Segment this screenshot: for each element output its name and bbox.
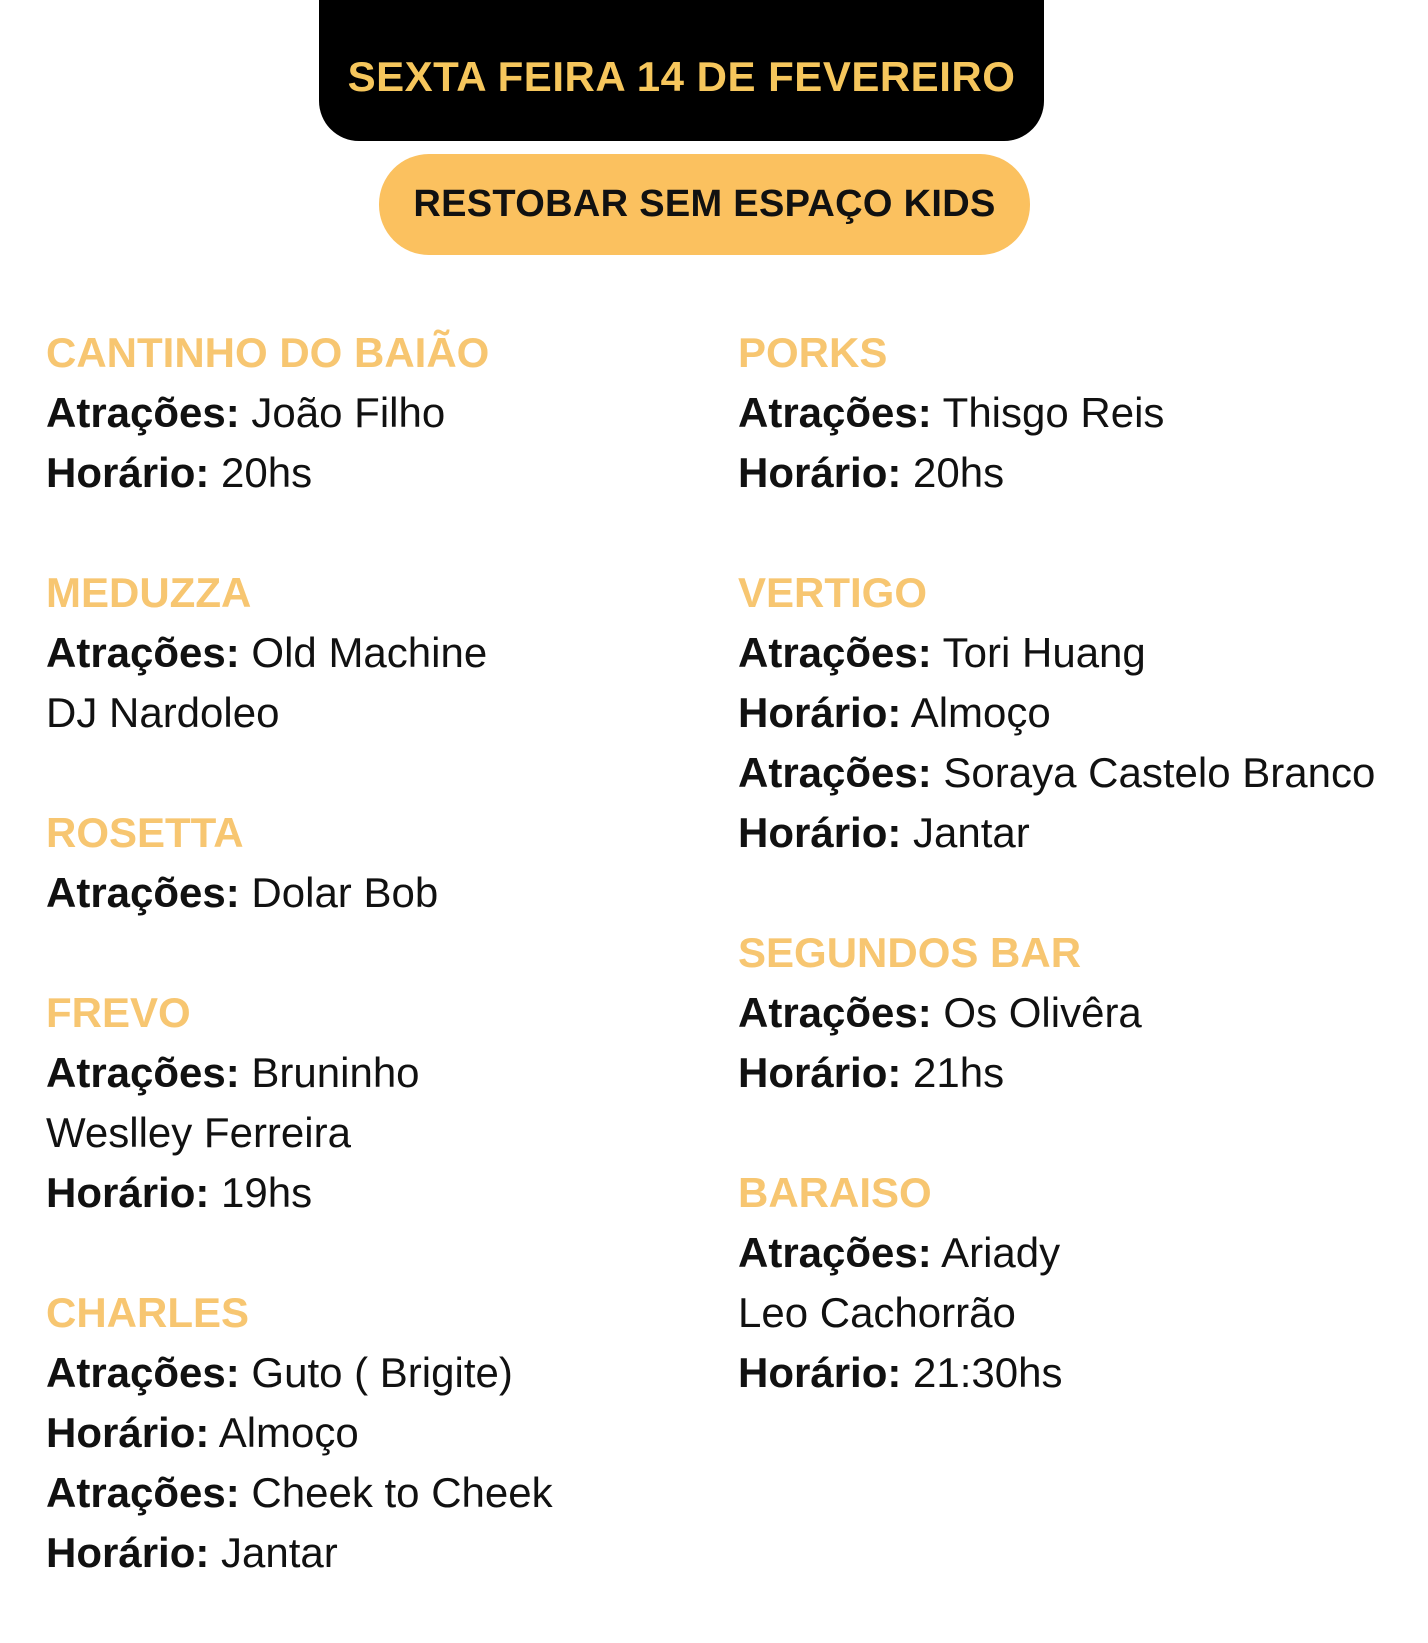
attractions-label: Atrações: bbox=[738, 989, 932, 1036]
venue-type-pill bbox=[379, 154, 1030, 255]
time-label: Horário: bbox=[738, 1049, 902, 1096]
venue-title: BARAISO bbox=[738, 1169, 932, 1216]
venue-info-line bbox=[738, 1343, 1428, 1403]
venue-info-line bbox=[46, 683, 726, 743]
info-value: Tori Huang bbox=[931, 629, 1146, 676]
venue-block-charles bbox=[46, 1283, 726, 1583]
info-value: 20hs bbox=[901, 449, 1005, 496]
info-value: Soraya Castelo Branco bbox=[931, 749, 1376, 796]
venue-block-vertigo bbox=[738, 563, 1428, 863]
info-value: Jantar bbox=[209, 1529, 338, 1576]
info-value: Thisgo Reis bbox=[931, 389, 1165, 436]
info-value: Jantar bbox=[901, 809, 1030, 856]
venue-info-line bbox=[738, 1223, 1428, 1283]
venue-info-line bbox=[46, 1163, 726, 1223]
info-value: 20hs bbox=[209, 449, 313, 496]
attractions-label: Atrações: bbox=[46, 1349, 240, 1396]
time-label: Horário: bbox=[46, 1529, 210, 1576]
left-column bbox=[46, 323, 726, 1643]
info-value: Leo Cachorrão bbox=[738, 1289, 1016, 1336]
time-label: Horário: bbox=[46, 1409, 210, 1456]
venue-title: CANTINHO DO BAIÃO bbox=[46, 329, 490, 376]
info-value: Os Olivêra bbox=[931, 989, 1142, 1036]
time-label: Horário: bbox=[738, 689, 902, 736]
attractions-label: Atrações: bbox=[738, 1229, 932, 1276]
venue-info-line bbox=[46, 623, 726, 683]
info-value: Guto ( Brigite) bbox=[239, 1349, 513, 1396]
info-value: Almoço bbox=[901, 689, 1051, 736]
info-value: Old Machine bbox=[239, 629, 488, 676]
right-column bbox=[738, 323, 1428, 1463]
venue-block-segundos-bar bbox=[738, 923, 1428, 1103]
attractions-label: Atrações: bbox=[738, 749, 932, 796]
venue-block-frevo bbox=[46, 983, 726, 1223]
venue-title: PORKS bbox=[738, 329, 888, 376]
attractions-label: Atrações: bbox=[738, 389, 932, 436]
time-label: Horário: bbox=[738, 809, 902, 856]
attractions-label: Atrações: bbox=[46, 1049, 240, 1096]
venue-info-line bbox=[46, 863, 726, 923]
venue-info-line bbox=[46, 1103, 726, 1163]
venue-info-line bbox=[46, 1343, 726, 1403]
time-label: Horário: bbox=[738, 1349, 902, 1396]
venue-info-line bbox=[738, 623, 1428, 683]
venue-info-line bbox=[46, 1523, 726, 1583]
info-value: João Filho bbox=[239, 389, 446, 436]
attractions-label: Atrações: bbox=[46, 1469, 240, 1516]
venue-info-line bbox=[738, 443, 1428, 503]
info-value: Dolar Bob bbox=[239, 869, 439, 916]
venue-title: FREVO bbox=[46, 989, 191, 1036]
venue-info-line bbox=[46, 383, 726, 443]
date-banner bbox=[319, 0, 1044, 141]
venue-block-cantinho-do-baiao bbox=[46, 323, 726, 503]
time-label: Horário: bbox=[738, 449, 902, 496]
venue-info-line bbox=[738, 683, 1428, 743]
venue-info-line bbox=[46, 1043, 726, 1103]
venue-block-porks bbox=[738, 323, 1428, 503]
venue-info-line bbox=[738, 803, 1428, 863]
venue-info-line bbox=[46, 1403, 726, 1463]
venue-info-line bbox=[46, 1463, 726, 1523]
attractions-label: Atrações: bbox=[46, 869, 240, 916]
venue-type-label: RESTOBAR SEM ESPAÇO KIDS bbox=[413, 183, 996, 225]
attractions-label: Atrações: bbox=[738, 629, 932, 676]
time-label: Horário: bbox=[46, 449, 210, 496]
event-date: SEXTA FEIRA 14 DE FEVEREIRO bbox=[347, 52, 1016, 100]
venue-info-line bbox=[738, 743, 1428, 803]
venue-info-line bbox=[738, 1283, 1428, 1343]
venue-block-rosetta bbox=[46, 803, 726, 923]
info-value: Almoço bbox=[209, 1409, 359, 1456]
info-value: 21:30hs bbox=[901, 1349, 1063, 1396]
info-value: Ariady bbox=[931, 1229, 1061, 1276]
venue-info-line bbox=[738, 1043, 1428, 1103]
venue-title: VERTIGO bbox=[738, 569, 928, 616]
venue-info-line bbox=[738, 383, 1428, 443]
venue-title: SEGUNDOS BAR bbox=[738, 929, 1082, 976]
venue-title: CHARLES bbox=[46, 1289, 250, 1336]
info-value: Bruninho bbox=[239, 1049, 420, 1096]
venue-title: ROSETTA bbox=[46, 809, 244, 856]
info-value: DJ Nardoleo bbox=[46, 689, 280, 736]
info-value: Weslley Ferreira bbox=[46, 1109, 351, 1156]
attractions-label: Atrações: bbox=[46, 389, 240, 436]
venue-block-meduzza bbox=[46, 563, 726, 743]
venue-title: MEDUZZA bbox=[46, 569, 252, 616]
venue-info-line bbox=[738, 983, 1428, 1043]
attractions-label: Atrações: bbox=[46, 629, 240, 676]
venue-info-line bbox=[46, 443, 726, 503]
info-value: Cheek to Cheek bbox=[239, 1469, 553, 1516]
time-label: Horário: bbox=[46, 1169, 210, 1216]
info-value: 21hs bbox=[901, 1049, 1005, 1096]
info-value: 19hs bbox=[209, 1169, 313, 1216]
venue-block-baraiso bbox=[738, 1163, 1428, 1403]
